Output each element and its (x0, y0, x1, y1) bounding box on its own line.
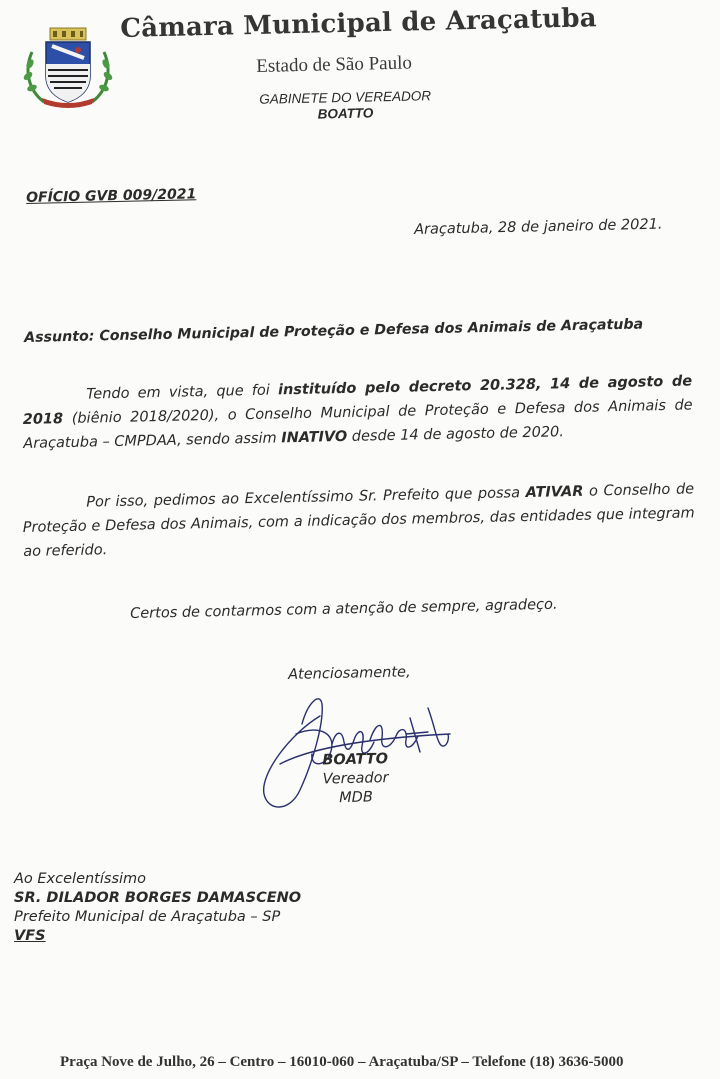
inactive-highlight: INATIVO (281, 428, 348, 447)
institution-name: Câmara Municipal de Araçatuba (120, 3, 598, 44)
paragraph-text: o Conselho de Proteção e Defesa dos Animais, com a indicação dos membros, das entidades que integram ao referido. (22, 481, 695, 560)
signer-party: MDB (339, 789, 373, 807)
paragraph-text: Por isso, pedimos ao Excelentíssimo Sr. Prefeito que possa (86, 485, 526, 511)
typist-initials: VFS (14, 928, 46, 944)
recipient-name: SR. DILADOR BORGES DAMASCENO (14, 890, 302, 906)
letter-regards: Certos de contarmos com a atenção de sempre, agradeço. (130, 596, 558, 622)
paragraph-request (22, 477, 695, 564)
recipient-title: Prefeito Municipal de Araçatuba – SP (14, 909, 281, 925)
recipient-salutation: Ao Excelentíssimo (14, 871, 147, 887)
cabinet-heading (250, 88, 441, 123)
cabinet-line: GABINETE DO VEREADOR (259, 88, 432, 107)
municipal-coat-of-arms-icon (22, 24, 114, 108)
paragraph-decree (22, 369, 693, 456)
letter-reference: OFÍCIO GVB 009/2021 (26, 186, 197, 206)
signer-role: Vereador (322, 770, 389, 788)
footer-address: Praça Nove de Julho, 26 – Centro – 16010-060 – Araçatuba/SP – Telefone (18) 3636-5000 (60, 1054, 624, 1070)
activate-highlight: ATIVAR (525, 483, 584, 502)
decree-highlight: instituído pelo decreto 20.328, 14 de agosto de 2018 (22, 373, 693, 428)
institution-state: Estado de São Paulo (256, 52, 413, 77)
paragraph-text: desde 14 de agosto de 2020. (347, 424, 565, 445)
letter-date: Araçatuba, 28 de janeiro de 2021. (414, 216, 663, 238)
recipient-block (14, 870, 301, 946)
cabinet-councilor: BOATTO (317, 105, 374, 122)
paragraph-text: Tendo em vista, que foi (86, 382, 279, 403)
letter-closing: Atenciosamente, (288, 664, 411, 683)
signer-block (300, 750, 411, 809)
signer-name: BOATTO (322, 751, 389, 769)
letter-subject: Assunto: Conselho Municipal de Proteção e Defesa dos Animais de Araçatuba (24, 316, 644, 346)
paragraph-text: (biênio 2018/2020), o Conselho Municipal de Proteção e Defesa dos Animais de Araçatuba – CMPDAA, sendo assim (23, 397, 693, 452)
